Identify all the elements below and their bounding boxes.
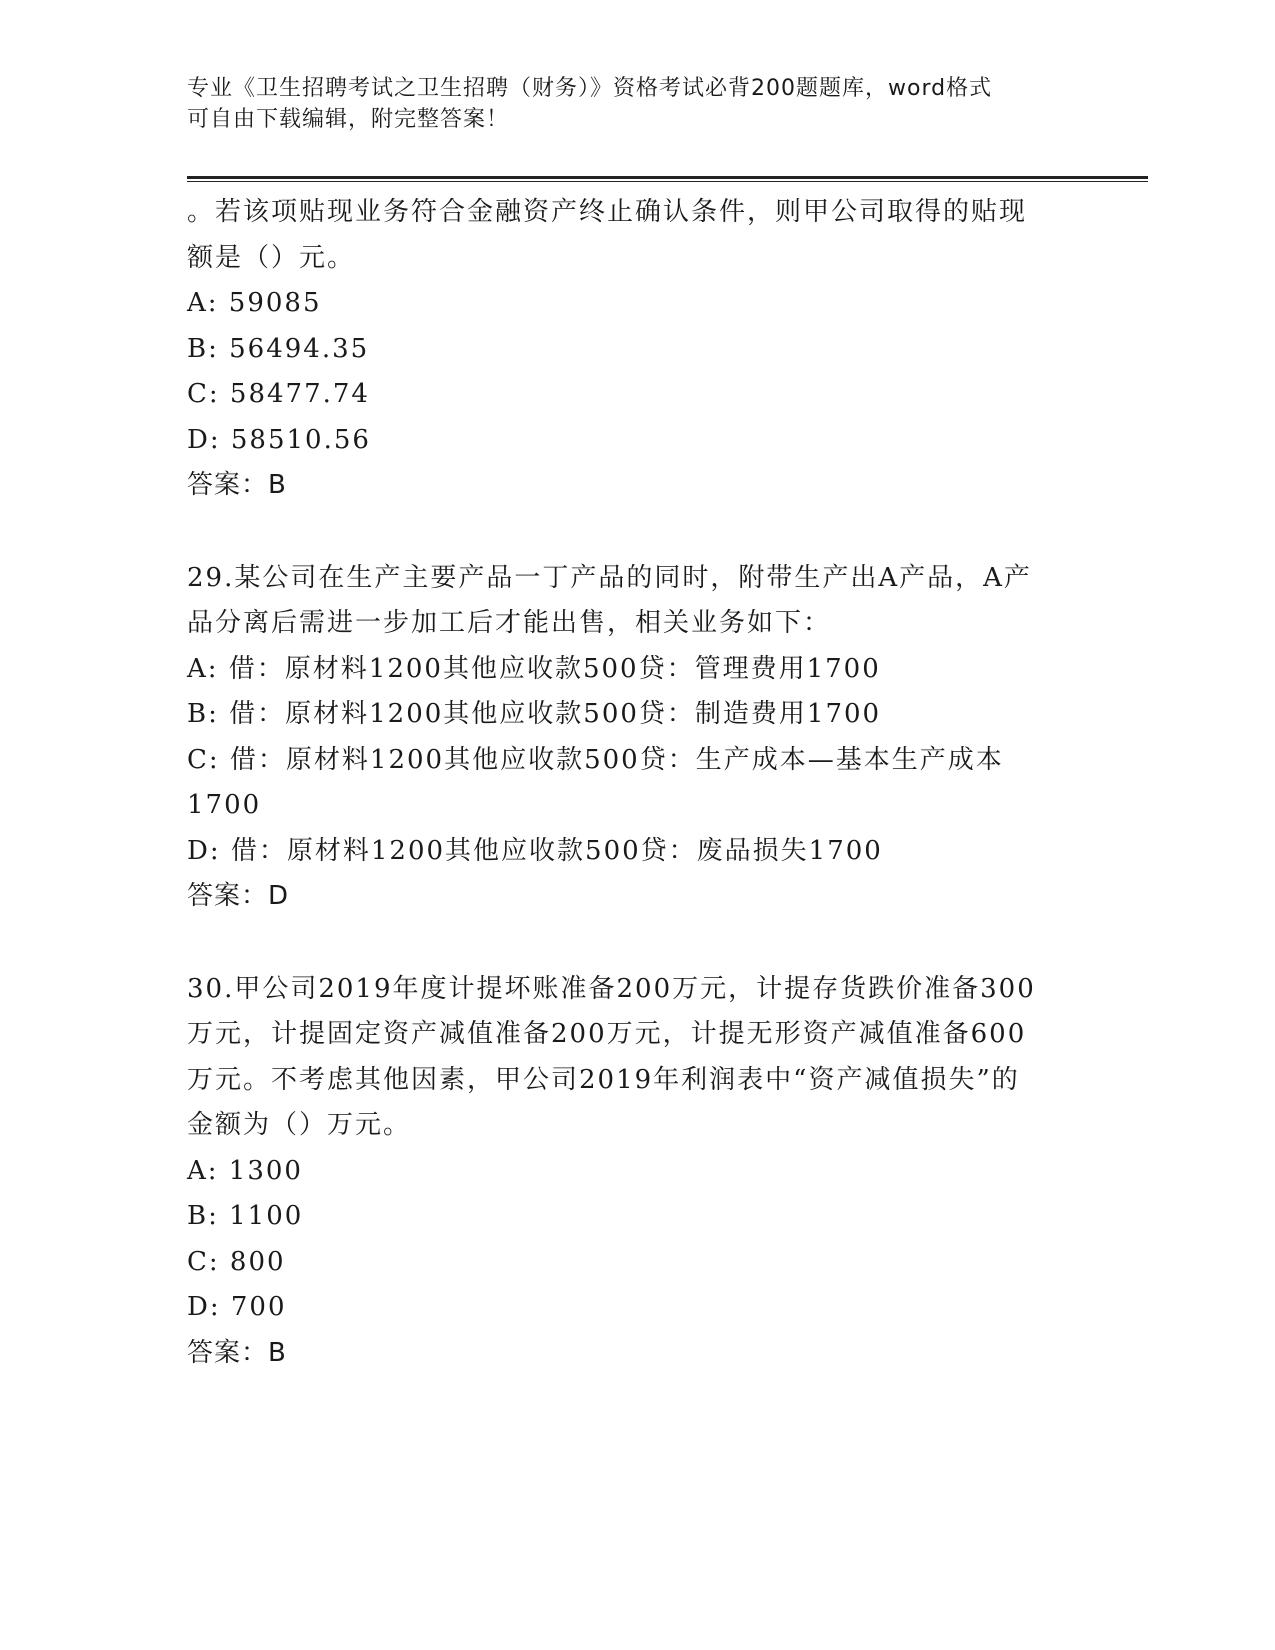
header-divider-thin — [187, 181, 1148, 182]
question-30-option-d: D: 700 — [187, 1292, 287, 1322]
question-30-answer: 答案：B — [187, 1337, 287, 1368]
question-29-option-c-line-2: 1700 — [187, 790, 262, 820]
question-30-stem-line-1: 30.甲公司2019年度计提坏账准备200万元，计提存货跌价准备300 — [187, 973, 1036, 1004]
header-title-line-1: 专业《卫生招聘考试之卫生招聘（财务）》资格考试必背200题题库，word格式 — [187, 76, 993, 101]
question-30-option-c: C: 800 — [187, 1246, 286, 1277]
question-28-option-c: C: 58477.74 — [187, 379, 370, 409]
question-30-stem-line-3: 万元。不考虑其他因素，甲公司2019年利润表中“资产减值损失”的 — [187, 1064, 1020, 1095]
question-29-stem-line-2: 品分离后需进一步加工后才能出售，相关业务如下： — [187, 608, 832, 638]
question-content — [187, 190, 1067, 1376]
question-30-stem-line-4: 金额为（）万元。 — [187, 1110, 412, 1140]
question-30-block — [187, 967, 1067, 1377]
question-28-answer: 答案：B — [187, 470, 287, 500]
question-28-stem-line-1: 。若该项贴现业务符合金融资产终止确认条件，则甲公司取得的贴现 — [187, 197, 1028, 227]
header-title-line-2: 可自由下载编辑，附完整答案！ — [187, 107, 510, 132]
question-29-option-d: D: 借：原材料1200其他应收款500贷：废品损失1700 — [187, 835, 883, 866]
question-28-option-a: A: 59085 — [187, 288, 322, 318]
question-30-stem-line-2: 万元，计提固定资产减值准备200万元，计提无形资产减值准备600 — [187, 1019, 1027, 1049]
question-29-block — [187, 556, 1067, 920]
question-29-option-a: A: 借：原材料1200其他应收款500贷：管理费用1700 — [187, 653, 881, 684]
header-divider-thick — [187, 176, 1148, 179]
question-28-option-b: B: 56494.35 — [187, 333, 370, 364]
question-30-option-b: B: 1100 — [187, 1201, 304, 1231]
question-28-block — [187, 190, 1067, 509]
spacer — [187, 509, 1067, 556]
document-header — [187, 73, 1087, 135]
spacer — [187, 920, 1067, 967]
question-29-stem-line-1: 29.某公司在生产主要产品一丁产品的同时，附带生产出A产品，A产 — [187, 562, 1032, 593]
question-28-stem-line-2: 额是（）元。 — [187, 242, 356, 273]
question-30-option-a: A: 1300 — [187, 1155, 303, 1186]
question-29-answer: 答案：D — [187, 881, 290, 911]
question-28-option-d: D: 58510.56 — [187, 424, 371, 455]
question-29-option-b: B: 借：原材料1200其他应收款500贷：制造费用1700 — [187, 699, 882, 729]
question-29-option-c-line-1: C: 借：原材料1200其他应收款500贷：生产成本—基本生产成本 — [187, 744, 1004, 775]
